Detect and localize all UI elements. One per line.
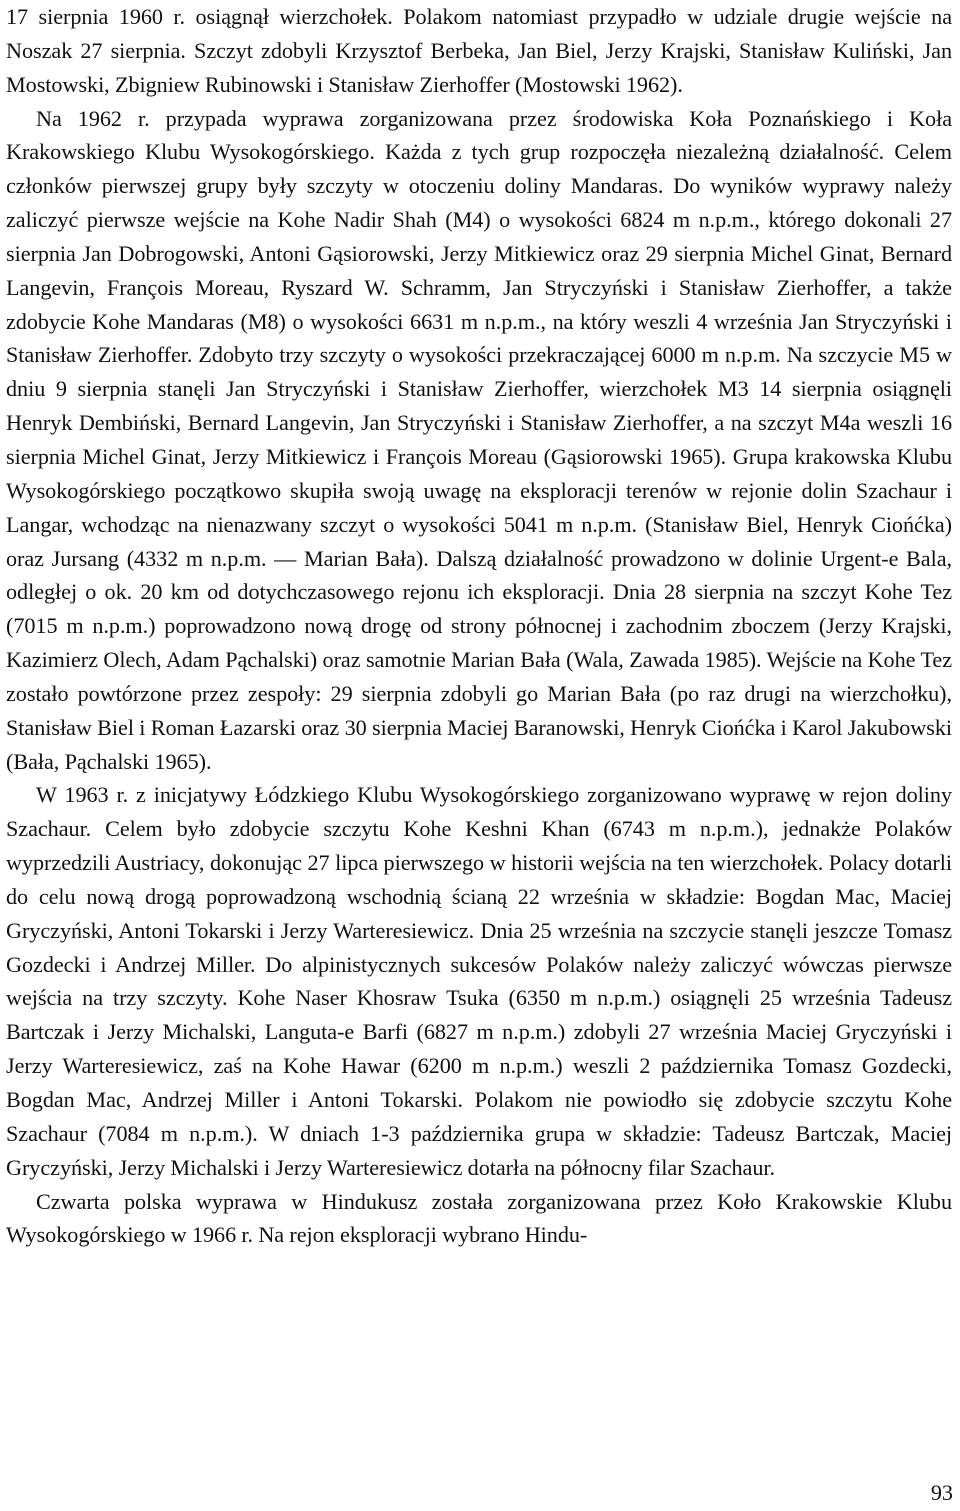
document-page bbox=[6, 0, 952, 1252]
paragraph-1962-expedition: Na 1962 r. przypada wyprawa zorganizowana przez środowiska Koła Poznańskiego i Koła Krakowskiego Klubu Wysokogórskiego. Każda z tych grup rozpoczęła niezależną działalność. Celem członków pierwszej grupy były szczyty w otoczeniu doliny Mandaras. Do wyników wyprawy należy zaliczyć pierwsze wejście na Kohe Nadir Shah (M4) o wysokości 6824 m n.p.m., którego dokonali 27 sierpnia Jan Dobrogowski, Antoni Gąsiorowski, Jerzy Mitkiewicz oraz 29 sierpnia Michel Ginat, Bernard Langevin, François Moreau, Ryszard W. Schramm, Jan Stryczyński i Stanisław Zierhoffer, a także zdobycie Kohe Mandaras (M8) o wysokości 6631 m n.p.m., na który weszli 4 września Jan Stryczyński i Stanisław Zierhoffer. Zdobyto trzy szczyty o wysokości przekraczającej 6000 m n.p.m. Na szczycie M5 w dniu 9 sierpnia stanęli Jan Stryczyński i Stanisław Zierhoffer, wierzchołek M3 14 sierpnia osiągnęli Henryk Dembiński, Bernard Langevin, Jan Stryczyński i Stanisław Zierhoffer, a na szczyt M4a weszli 16 sierpnia Michel Ginat, Jerzy Mitkiewicz i François Moreau (Gąsiorowski 1965). Grupa krakowska Klubu Wysokogórskiego początkowo skupiła swoją uwagę na eksploracji terenów w rejonie dolin Szachaur i Langar, wchodząc na nienazwany szczyt o wysokości 5041 m n.p.m. (Stanisław Biel, Henryk Ciońćka) oraz Jursang (4332 m n.p.m. — Marian Bała). Dalszą działalność prowadzono w dolinie Urgent-e Bala, odległej o ok. 20 km od dotychczasowego rejonu ich eksploracji. Dnia 28 sierpnia na szczyt Kohe Tez (7015 m n.p.m.) poprowadzono nową drogę od strony północnej i zachodnim zboczem (Jerzy Krajski, Kazimierz Olech, Adam Pąchalski) oraz samotnie Marian Bała (Wala, Zawada 1985). Wejście na Kohe Tez zostało powtórzone przez zespoły: 29 sierpnia zdobyli go Marian Bała (po raz drugi na wierzchołku), Stanisław Biel i Roman Łazarski oraz 30 sierpnia Maciej Baranowski, Henryk Ciońćka i Karol Jakubowski (Bała, Pąchalski 1965). bbox=[6, 105, 952, 774]
paragraph-continuation: 17 sierpnia 1960 r. osiągnął wierzchołek. Polakom natomiast przypadło w udziale drugie wejście na Noszak 27 sierpnia. Szczyt zdobyli Krzysztof Berbeka, Jan Biel, Jerzy Krajski, Stanisław Kuliński, Jan Mostowski, Zbigniew Rubinowski i Stanisław Zierhoffer (Mostowski 1962). bbox=[6, 4, 952, 97]
paragraph-1963-expedition: W 1963 r. z inicjatywy Łódzkiego Klubu Wysokogórskiego zorganizowano wyprawę w rejon doliny Szachaur. Celem było zdobycie szczytu Kohe Keshni Khan (6743 m n.p.m.), jednakże Polaków wyprzedzili Austriacy, dokonując 27 lipca pierwszego w historii wejścia na ten wierzchołek. Polacy dotarli do celu nową drogą poprowadzoną wschodnią ścianą 22 września w składzie: Bogdan Mac, Maciej Gryczyński, Antoni Tokarski i Jerzy Warteresiewicz. Dnia 25 września na szczycie stanęli jeszcze Tomasz Gozdecki i Andrzej Miller. Do alpinistycznych sukcesów Polaków należy zaliczyć wówczas pierwsze wejścia na trzy szczyty. Kohe Naser Khosraw Tsuka (6350 m n.p.m.) osiągnęli 25 września Tadeusz Bartczak i Jerzy Michalski, Languta-e Barfi (6827 m n.p.m.) zdobyli 27 września Maciej Gryczyński i Jerzy Warteresiewicz, zaś na Kohe Hawar (6200 m n.p.m.) weszli 2 października Tomasz Gozdecki, Bogdan Mac, Andrzej Miller i Antoni Tokarski. Polakom nie powiodło się zdobycie szczytu Kohe Szachaur (7084 m n.p.m.). W dniach 1-3 października grupa w składzie: Tadeusz Bartczak, Maciej Gryczyński, Jerzy Michalski i Jerzy Warteresiewicz dotarła na północny filar Szachaur. bbox=[6, 782, 952, 1180]
page-number: 93 bbox=[930, 1480, 953, 1505]
paragraph-fourth-expedition: Czwarta polska wyprawa w Hindukusz została zorganizowana przez Koło Krakowskie Klubu Wysokogórskiego w 1966 r. Na rejon eksploracji wybrano Hindu- bbox=[6, 1188, 952, 1248]
